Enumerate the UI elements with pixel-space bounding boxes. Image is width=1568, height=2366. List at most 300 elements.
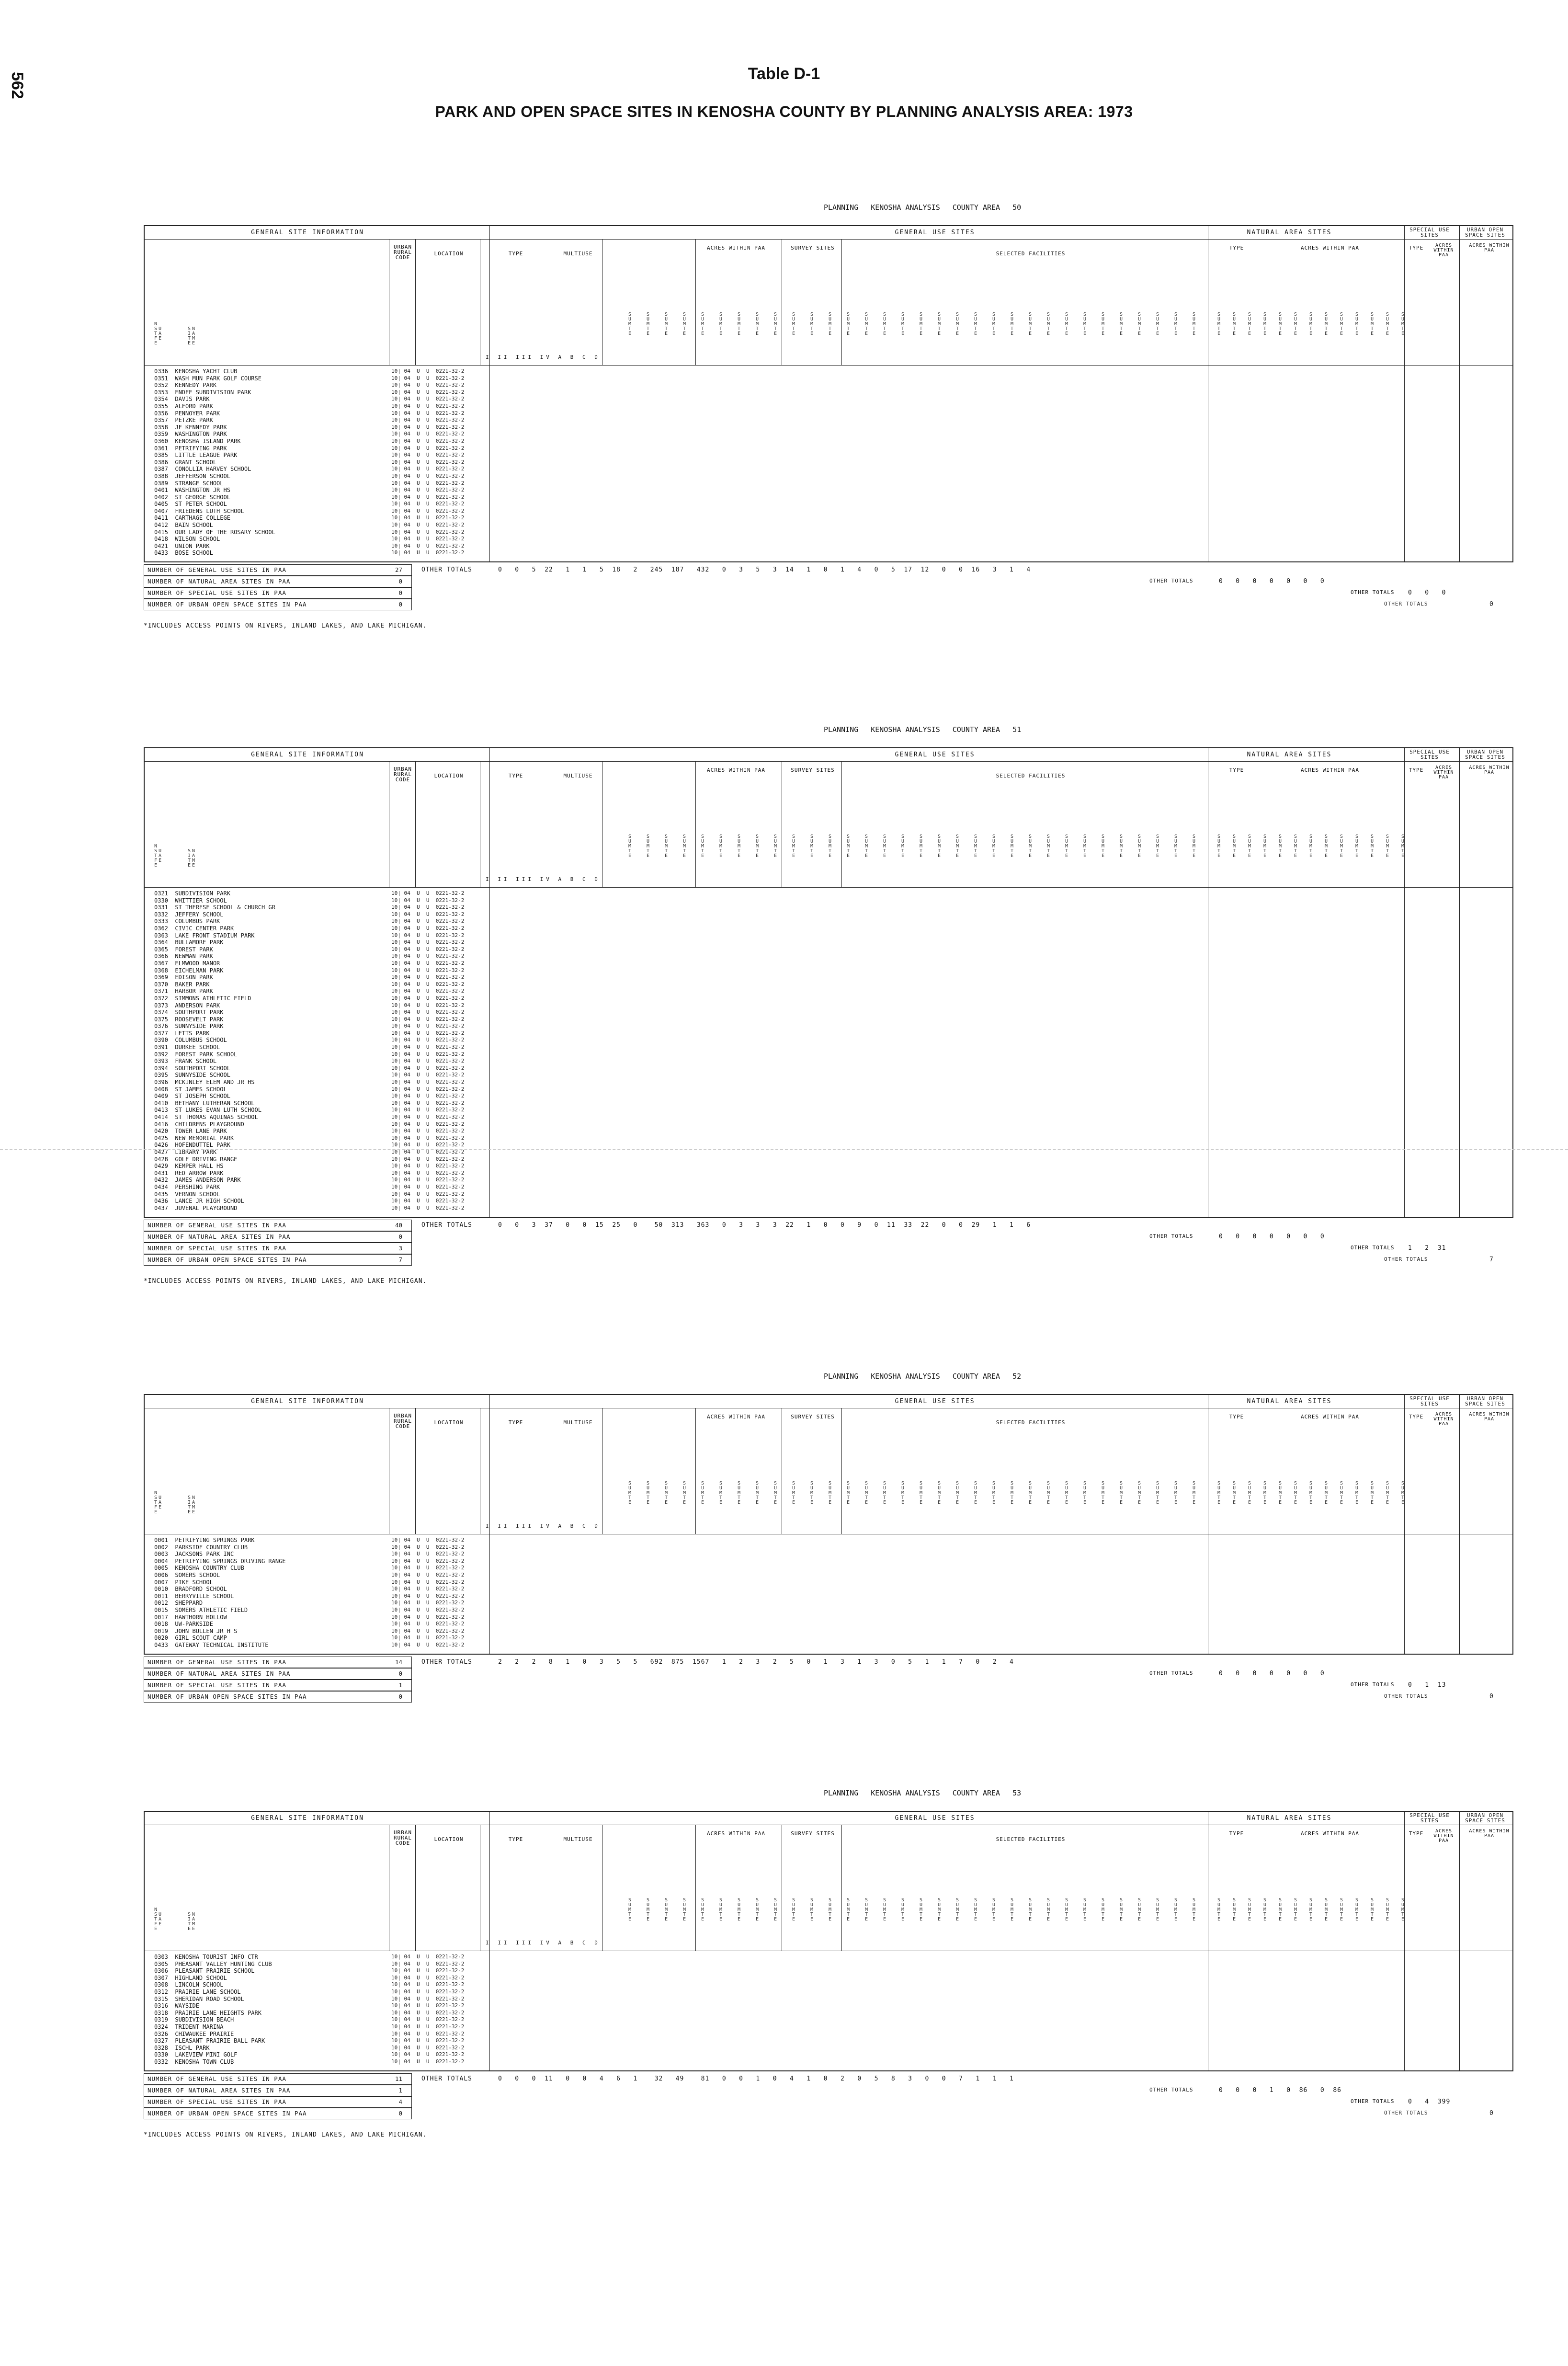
multiuse-header: MULTIUSE — [563, 773, 593, 779]
location-codes: 10| 04 U U 0221-32-2 10| 04 U U 0221-32-2 10| 04 U U 0221-32-2 10| 04 U U 0221-32-2 10| 04 U U 0221-32-2 10| 04 U U 0221-32-2 10| 04 U U 0221-32-2 10| 04 U U 0221-32-2 10| 04 U U 0221-32-2 10| 04 U U 0221-32-2 10| 04 U U 0221-32-2 10| 04 U U 0221-32-2 10| 04 U U 0221-32-2 10| 04 U U 0221-32-2 10| 04 U U 0221-32-2 10| 04 U U 0221-32-2 — [391, 1537, 465, 1648]
location-header: LOCATION — [434, 251, 464, 257]
column-code-label: S U M T E — [1355, 834, 1360, 858]
type-roman-numerals: I II III IV A B C D — [486, 876, 601, 882]
table-row: 0367 ELMWOOD MANOR — [154, 960, 220, 967]
special-totals-label: OTHER TOTALS — [1351, 2098, 1395, 2104]
column-code-label: S U M T E — [647, 312, 651, 336]
urban-rural-code-header: URBAN RURAL CODE — [393, 766, 412, 783]
table-row: 0387 CONOLLIA HARVEY SCHOOL — [154, 466, 251, 473]
special-acres-header: ACRES WITHIN PAA — [1433, 1412, 1454, 1427]
column-code-label: S U M T E — [920, 834, 924, 858]
general-totals: 2 2 2 8 1 0 3 5 5 692 875 1567 1 2 3 2 5 0 1 3 1 3 0 5 1 1 7 0 2 4 — [498, 1658, 1014, 1666]
subcolumn-divider — [415, 1408, 416, 1534]
column-code-label: S U M T E — [738, 834, 742, 858]
column-code-label: S U M T E — [1309, 834, 1314, 858]
table-row: 0377 LETTS PARK — [154, 1029, 210, 1037]
column-code-label: S U M T E — [1138, 1897, 1143, 1922]
column-code-label: S U M T E — [992, 312, 997, 336]
table-row: 0303 KENOSHA TOURIST INFO CTR — [154, 1954, 258, 1960]
count-value: 3 — [398, 1245, 402, 1252]
column-code-label: S U M T E — [1248, 1897, 1253, 1922]
column-code-label: S U M T E — [920, 1481, 924, 1505]
column-code-label: S U M T E — [1401, 312, 1406, 336]
subcolumn-divider — [841, 240, 842, 365]
survey-sites-header: SURVEY SITES — [791, 767, 835, 773]
table-frame — [144, 1394, 1513, 1655]
column-code-label: S U M T E — [647, 1897, 651, 1922]
table-row: 0368 EICHELMAN PARK — [154, 967, 224, 974]
urban-acres-header: ACRES WITHIN PAA — [1469, 765, 1510, 775]
paa-header-part: PLANNING — [824, 203, 859, 212]
column-code-label: S U M T E — [1029, 1897, 1034, 1922]
column-code-label: S U M T E — [1294, 1897, 1299, 1922]
general-totals: 0 0 3 37 0 0 15 25 0 50 313 363 0 3 3 3 22 1 0 0 9 0 11 33 22 0 0 29 1 1 6 — [498, 1222, 1031, 1229]
count-value: 7 — [398, 1256, 402, 1263]
column-code-label: S U M T E — [956, 1481, 961, 1505]
column-code-label: S U M T E — [1309, 312, 1314, 336]
type-roman-numerals: I II III IV A B C D — [486, 354, 601, 360]
column-code-label: S U M T E — [1355, 1897, 1360, 1922]
column-code-label: S U M T E — [1263, 1481, 1268, 1505]
column-code-label: S U M T E — [1011, 1481, 1015, 1505]
natural-acres-header: ACRES WITHIN PAA — [1301, 245, 1359, 251]
paa-header — [824, 204, 1034, 211]
column-code-label: S U M T E — [1156, 1897, 1161, 1922]
other-totals-label: OTHER TOTALS — [421, 566, 472, 573]
column-code-label: S U M T E — [1263, 834, 1268, 858]
column-code-label: S U M T E — [883, 1481, 888, 1505]
count-value: 0 — [398, 2110, 402, 2117]
column-divider — [1459, 1395, 1460, 1654]
column-code-label: S U M T E — [756, 1481, 761, 1505]
group-general-use: GENERAL USE SITES — [895, 1815, 975, 1822]
table-frame — [144, 747, 1513, 1218]
table-row: 0307 HIGHLAND SCHOOL — [154, 1974, 227, 1981]
column-code-label: N SU TA FE E — [154, 321, 163, 346]
count-row — [144, 1691, 1513, 1703]
column-code-label: S U M T E — [665, 1897, 670, 1922]
column-code-label: S U M T E — [1011, 1897, 1015, 1922]
column-code-label: S U M T E — [1047, 1481, 1052, 1505]
table-row: 0312 PRAIRIE LANE SCHOOL — [154, 1988, 241, 1995]
table-row: 0408 ST JAMES SCHOOL — [154, 1086, 227, 1093]
column-divider — [489, 226, 490, 561]
table-row: 0321 SUBDIVISION PARK — [154, 890, 230, 897]
table-row: 0353 ENDEE SUBDIVISION PARK — [154, 389, 251, 396]
count-label: NUMBER OF NATURAL AREA SITES IN PAA — [148, 2087, 291, 2094]
table-row: 0409 ST JOSEPH SCHOOL — [154, 1093, 230, 1100]
column-code-label: S U M T E — [938, 1897, 943, 1922]
column-code-label: S U M T E — [901, 834, 906, 858]
table-row: 0391 DURKEE SCHOOL — [154, 1044, 220, 1051]
special-type-header: TYPE — [1409, 1414, 1424, 1420]
table-row: 0416 CHILDRENS PLAYGROUND — [154, 1120, 244, 1128]
other-totals-label: OTHER TOTALS — [421, 2075, 472, 2082]
column-code-label: SN IA TM EE — [188, 1495, 197, 1515]
group-general-use: GENERAL USE SITES — [895, 751, 975, 758]
special-type-header: TYPE — [1409, 1830, 1424, 1837]
multiuse-header: MULTIUSE — [563, 1419, 593, 1426]
count-label: NUMBER OF SPECIAL USE SITES IN PAA — [148, 1245, 286, 1252]
table-row: 0407 FRIEDENS LUTH SCHOOL — [154, 507, 244, 514]
column-code-label: S U M T E — [792, 312, 797, 336]
column-code-label: S U M T E — [810, 834, 815, 858]
column-code-label: S U M T E — [1309, 1897, 1314, 1922]
column-code-label: S U M T E — [1011, 312, 1015, 336]
column-code-label: S U M T E — [1029, 834, 1034, 858]
column-code-label: S U M T E — [992, 1481, 997, 1505]
special-totals-label: OTHER TOTALS — [1351, 589, 1395, 595]
survey-sites-header: SURVEY SITES — [791, 245, 835, 251]
count-row — [144, 1254, 1513, 1266]
special-type-header: TYPE — [1409, 767, 1424, 773]
location-codes: 10| 04 U U 0221-32-2 10| 04 U U 0221-32-2 10| 04 U U 0221-32-2 10| 04 U U 0221-32-2 10| 04 U U 0221-32-2 10| 04 U U 0221-32-2 10| 04 U U 0221-32-2 10| 04 U U 0221-32-2 10| 04 U U 0221-32-2 10| 04 U U 0221-32-2 10| 04 U U 0221-32-2 10| 04 U U 0221-32-2 10| 04 U U 0221-32-2 10| 04 U U 0221-32-2 10| 04 U U 0221-32-2 10| 04 U U 0221-32-2 10| 04 U U 0221-32-2 10| 04 U U 0221-32-2 10| 04 U U 0221-32-2 10| 04 U U 0221-32-2 10| 04 U U 0221-32-2 10| 04 U U 0221-32-2 10| 04 U U 0221-32-2 10| 04 U U 0221-32-2 10| 04 U U 0221-32-2 10| 04 U U 0221-32-2 10| 04 U U 0221-32-2 — [391, 368, 465, 556]
table-row: 0361 PETRIFYING PARK — [154, 445, 227, 452]
column-code-label: SN IA TM EE — [188, 848, 197, 868]
group-general-site-info: GENERAL SITE INFORMATION — [251, 229, 364, 236]
column-code-label: S U M T E — [829, 1897, 833, 1922]
paa-header — [824, 726, 1034, 733]
table-row: 0427 LIBRARY PARK — [154, 1148, 217, 1155]
count-value: 11 — [395, 2075, 402, 2082]
location-codes: 10| 04 U U 0221-32-2 10| 04 U U 0221-32-2 10| 04 U U 0221-32-2 10| 04 U U 0221-32-2 10| 04 U U 0221-32-2 10| 04 U U 0221-32-2 10| 04 U U 0221-32-2 10| 04 U U 0221-32-2 10| 04 U U 0221-32-2 10| 04 U U 0221-32-2 10| 04 U U 0221-32-2 10| 04 U U 0221-32-2 10| 04 U U 0221-32-2 10| 04 U U 0221-32-2 10| 04 U U 0221-32-2 10| 04 U U 0221-32-2 10| 04 U U 0221-32-2 10| 04 U U 0221-32-2 10| 04 U U 0221-32-2 10| 04 U U 0221-32-2 10| 04 U U 0221-32-2 10| 04 U U 0221-32-2 10| 04 U U 0221-32-2 10| 04 U U 0221-32-2 10| 04 U U 0221-32-2 10| 04 U U 0221-32-2 10| 04 U U 0221-32-2 10| 04 U U 0221-32-2 10| 04 U U 0221-32-2 10| 04 U U 0221-32-2 10| 04 U U 0221-32-2 10| 04 U U 0221-32-2 10| 04 U U 0221-32-2 10| 04 U U 0221-32-2 10| 04 U U 0221-32-2 10| 04 U U 0221-32-2 10| 04 U U 0221-32-2 10| 04 U U 0221-32-2 10| 04 U U 0221-32-2 10| 04 U U 0221-32-2 10| 04 U U 0221-32-2 10| 04 U U 0221-32-2 10| 04 U U 0221-32-2 10| 04 U U 0221-32-2 10| 04 U U 0221-32-2 10| 04 U U 0221-32-2 — [391, 890, 465, 1211]
natural-totals: 0 0 0 0 0 0 0 — [1219, 578, 1325, 585]
natural-totals-label: OTHER TOTALS — [1149, 1670, 1193, 1676]
table-row: 0405 ST PETER SCHOOL — [154, 501, 227, 508]
column-code-label: S U M T E — [1120, 1897, 1125, 1922]
selected-facilities-header: SELECTED FACILITIES — [996, 1836, 1066, 1842]
page-title: PARK AND OPEN SPACE SITES IN KENOSHA COUNTY BY PLANNING ANALYSIS AREA: 1973 — [435, 103, 1133, 120]
column-code-label: S U M T E — [920, 312, 924, 336]
column-code-label: S U M T E — [1083, 1897, 1088, 1922]
location-codes: 10| 04 U U 0221-32-2 10| 04 U U 0221-32-2 10| 04 U U 0221-32-2 10| 04 U U 0221-32-2 10| 04 U U 0221-32-2 10| 04 U U 0221-32-2 10| 04 U U 0221-32-2 10| 04 U U 0221-32-2 10| 04 U U 0221-32-2 10| 04 U U 0221-32-2 10| 04 U U 0221-32-2 10| 04 U U 0221-32-2 10| 04 U U 0221-32-2 10| 04 U U 0221-32-2 10| 04 U U 0221-32-2 10| 04 U U 0221-32-2 — [391, 1954, 465, 2065]
column-code-label: S U M T E — [1174, 1897, 1179, 1922]
urban-totals: 0 — [1489, 601, 1494, 608]
group-general-use: GENERAL USE SITES — [895, 229, 975, 236]
urban-totals: 0 — [1489, 2110, 1494, 2117]
table-row: 0332 KENOSHA TOWN CLUB — [154, 2058, 234, 2065]
acres-within-paa-header: ACRES WITHIN PAA — [707, 1830, 765, 1837]
column-code-label: S U M T E — [792, 1481, 797, 1505]
group-natural-area: NATURAL AREA SITES — [1247, 1815, 1332, 1822]
paa-header-part: PLANNING — [824, 1372, 859, 1381]
count-value: 0 — [398, 1670, 402, 1677]
subcolumn-divider — [415, 1825, 416, 1951]
paa-header-part: 51 — [1012, 725, 1022, 734]
table-row: 0370 BAKER PARK — [154, 981, 210, 988]
subcolumn-divider — [841, 1408, 842, 1534]
column-code-label: S U M T E — [1233, 834, 1238, 858]
table-row: 0410 BETHANY LUTHERAN SCHOOL — [154, 1099, 255, 1107]
table-row: 0394 SOUTHPORT SCHOOL — [154, 1064, 230, 1072]
column-code-label: S U M T E — [847, 312, 852, 336]
count-value: 27 — [395, 566, 402, 573]
column-code-label: S U M T E — [774, 834, 779, 858]
count-value: 40 — [395, 1222, 402, 1229]
count-label: NUMBER OF URBAN OPEN SPACE SITES IN PAA — [148, 2110, 307, 2117]
column-code-label: N SU TA FE E — [154, 844, 163, 868]
table-row: 0007 PIKE SCHOOL — [154, 1578, 213, 1586]
table-row: 0375 ROOSEVELT PARK — [154, 1016, 224, 1023]
natural-totals: 0 0 0 0 0 0 0 — [1219, 1233, 1325, 1240]
group-special-use: SPECIAL USE SITES — [1409, 749, 1450, 760]
column-code-label: S U M T E — [1193, 312, 1197, 336]
table-row: 0331 ST THERESE SCHOOL & CHURCH GR — [154, 904, 275, 911]
urban-rural-code-header: URBAN RURAL CODE — [393, 1829, 412, 1846]
group-natural-area: NATURAL AREA SITES — [1247, 229, 1332, 236]
acres-within-paa-header: ACRES WITHIN PAA — [707, 1414, 765, 1420]
subcolumn-divider — [841, 762, 842, 887]
column-code-label: S U M T E — [1120, 834, 1125, 858]
other-totals-label: OTHER TOTALS — [421, 1658, 472, 1666]
count-value: 0 — [398, 1693, 402, 1700]
table-row: 0376 SUNNYSIDE PARK — [154, 1023, 224, 1030]
table-row: 0326 CHIWAUKEE PRAIRIE — [154, 2030, 234, 2037]
table-row: 0319 SUBDIVISION BEACH — [154, 2016, 234, 2023]
column-divider — [1459, 226, 1460, 561]
table-row: 0352 KENNEDY PARK — [154, 382, 217, 389]
table-row: 0351 WASH MUN PARK GOLF COURSE — [154, 375, 261, 382]
column-code-label: S U M T E — [1294, 834, 1299, 858]
table-row: 0328 ISCHL PARK — [154, 2044, 210, 2051]
natural-totals: 0 0 0 1 0 86 0 86 — [1219, 2087, 1341, 2094]
column-divider — [1404, 748, 1405, 1217]
column-code-label: S U M T E — [1340, 312, 1345, 336]
column-code-label: S U M T E — [956, 312, 961, 336]
column-code-label: S U M T E — [938, 312, 943, 336]
column-code-label: S U M T E — [1083, 312, 1088, 336]
column-code-label: S U M T E — [1325, 1897, 1329, 1922]
page-number: 562 — [8, 72, 26, 99]
column-code-label: S U M T E — [1248, 834, 1253, 858]
column-code-label: S U M T E — [774, 1897, 779, 1922]
footnote: *INCLUDES ACCESS POINTS ON RIVERS, INLAND LAKES, AND LAKE MICHIGAN. — [144, 1278, 427, 1285]
column-code-label: S U M T E — [1120, 312, 1125, 336]
location-header: LOCATION — [434, 773, 464, 779]
table-row: 0354 DAVIS PARK — [154, 396, 210, 403]
column-code-label: S U M T E — [1233, 1481, 1238, 1505]
column-code-label: S U M T E — [847, 1481, 852, 1505]
table-row: 0434 PERSHING PARK — [154, 1183, 220, 1190]
special-acres-header: ACRES WITHIN PAA — [1433, 765, 1454, 780]
table-row: 0421 UNION PARK — [154, 542, 210, 549]
column-code-label: S U M T E — [1193, 834, 1197, 858]
table-row: 0001 PETRIFYING SPRINGS PARK — [154, 1537, 255, 1543]
column-code-label: S U M T E — [647, 1481, 651, 1505]
column-code-label: S U M T E — [829, 834, 833, 858]
survey-sites-header: SURVEY SITES — [791, 1414, 835, 1420]
count-row — [144, 2108, 1513, 2119]
table-row: 0308 LINCOLN SCHOOL — [154, 1981, 224, 1989]
table-row: 0318 PRAIRIE LANE HEIGHTS PARK — [154, 2009, 261, 2016]
column-code-label: S U M T E — [1156, 834, 1161, 858]
table-row: 0369 EDISON PARK — [154, 974, 213, 981]
group-special-use: SPECIAL USE SITES — [1409, 1395, 1450, 1407]
column-code-label: S U M T E — [1233, 312, 1238, 336]
column-code-label: S U M T E — [628, 1897, 633, 1922]
paa-header-part: 52 — [1012, 1372, 1022, 1381]
selected-facilities-header: SELECTED FACILITIES — [996, 1419, 1066, 1426]
column-code-label: S U M T E — [1340, 834, 1345, 858]
column-code-label: S U M T E — [1309, 1481, 1314, 1505]
table-row: 0004 PETRIFYING SPRINGS DRIVING RANGE — [154, 1557, 286, 1565]
column-code-label: S U M T E — [847, 1897, 852, 1922]
column-code-label: S U M T E — [1325, 834, 1329, 858]
count-row — [144, 1243, 1513, 1254]
column-code-label: S U M T E — [647, 834, 651, 858]
subcolumn-divider — [695, 240, 696, 365]
table-row: 0316 WAYSIDE — [154, 2002, 199, 2010]
urban-acres-header: ACRES WITHIN PAA — [1469, 243, 1510, 253]
table-row: 0333 COLUMBUS PARK — [154, 918, 220, 925]
column-code-label: S U M T E — [1047, 834, 1052, 858]
special-totals: 1 2 31 — [1408, 1245, 1446, 1252]
count-row — [144, 2096, 1513, 2108]
table-row: 0425 NEW MEMORIAL PARK — [154, 1134, 234, 1142]
table-row: 0360 KENOSHA ISLAND PARK — [154, 437, 241, 445]
table-row: 0355 ALFORD PARK — [154, 402, 213, 410]
column-code-label: S U M T E — [738, 1897, 742, 1922]
column-code-label: N SU TA FE E — [154, 1907, 163, 1932]
column-code-label: S U M T E — [829, 1481, 833, 1505]
column-code-label: S U M T E — [719, 312, 724, 336]
table-row: 0324 TRIDENT MARINA — [154, 2023, 224, 2030]
natural-totals-label: OTHER TOTALS — [1149, 2087, 1193, 2093]
table-row: 0433 GATEWAY TECHNICAL INSTITUTE — [154, 1641, 269, 1648]
site-list — [154, 1537, 286, 1649]
column-code-label: S U M T E — [1102, 1481, 1106, 1505]
column-code-label: S U M T E — [1217, 1897, 1222, 1922]
group-general-use: GENERAL USE SITES — [895, 1398, 975, 1405]
table-row: 0396 MCKINLEY ELEM AND JR HS — [154, 1079, 255, 1086]
natural-totals: 0 0 0 0 0 0 0 — [1219, 1670, 1325, 1677]
count-label: NUMBER OF SPECIAL USE SITES IN PAA — [148, 2098, 286, 2105]
column-code-label: S U M T E — [829, 312, 833, 336]
table-row: 0433 BOSE SCHOOL — [154, 549, 213, 557]
column-code-label: S U M T E — [810, 1481, 815, 1505]
column-code-label: S U M T E — [1138, 1481, 1143, 1505]
column-code-label: S U M T E — [719, 1897, 724, 1922]
table-row: 0006 SOMERS SCHOOL — [154, 1571, 220, 1578]
column-code-label: S U M T E — [1065, 312, 1070, 336]
site-list — [154, 1954, 272, 2066]
table-row: 0429 KEMPER HALL HS — [154, 1163, 224, 1170]
column-code-label: S U M T E — [701, 1897, 706, 1922]
natural-totals-label: OTHER TOTALS — [1149, 1233, 1193, 1239]
column-code-label: S U M T E — [1279, 1897, 1284, 1922]
special-totals: 0 0 0 — [1408, 589, 1446, 596]
urban-totals-label: OTHER TOTALS — [1384, 2110, 1428, 2116]
count-row — [144, 587, 1513, 599]
column-code-label: S U M T E — [1193, 1897, 1197, 1922]
table-row: 0372 SIMMONS ATHLETIC FIELD — [154, 994, 251, 1002]
column-code-label: S U M T E — [683, 312, 688, 336]
urban-totals-label: OTHER TOTALS — [1384, 1256, 1428, 1262]
count-label: NUMBER OF SPECIAL USE SITES IN PAA — [148, 1681, 286, 1689]
location-header: LOCATION — [434, 1836, 464, 1842]
column-code-label: S U M T E — [756, 312, 761, 336]
count-row — [144, 599, 1513, 610]
column-code-label: S U M T E — [683, 1897, 688, 1922]
table-row: 0019 JOHN BULLEN JR H S — [154, 1627, 238, 1634]
column-code-label: S U M T E — [1355, 312, 1360, 336]
table-frame — [144, 225, 1513, 562]
paa-header-part: PLANNING — [824, 1789, 859, 1797]
column-code-label: S U M T E — [974, 1481, 979, 1505]
column-code-label: S U M T E — [956, 834, 961, 858]
column-code-label: S U M T E — [865, 834, 870, 858]
column-divider — [1404, 226, 1405, 561]
column-divider — [1459, 748, 1460, 1217]
count-row — [144, 1680, 1513, 1691]
column-code-label: S U M T E — [1340, 1897, 1345, 1922]
count-value: 1 — [398, 2087, 402, 2094]
column-code-label: S U M T E — [883, 834, 888, 858]
column-code-label: S U M T E — [1065, 834, 1070, 858]
subcolumn-divider — [695, 1825, 696, 1951]
column-code-label: S U M T E — [1325, 1481, 1329, 1505]
table-row: 0364 BULLAMORE PARK — [154, 939, 224, 946]
column-code-label: S U M T E — [701, 1481, 706, 1505]
column-code-label: SN IA TM EE — [188, 326, 197, 346]
special-totals-label: OTHER TOTALS — [1351, 1681, 1395, 1688]
column-code-label: S U M T E — [792, 834, 797, 858]
column-code-label: S U M T E — [1217, 312, 1222, 336]
column-code-label: S U M T E — [847, 834, 852, 858]
column-code-label: S U M T E — [974, 312, 979, 336]
column-code-label: S U M T E — [738, 312, 742, 336]
column-code-label: S U M T E — [1065, 1481, 1070, 1505]
paa-header — [824, 1373, 1034, 1380]
column-code-label: S U M T E — [792, 1897, 797, 1922]
paa-header-part: COUNTY AREA — [952, 1372, 1000, 1381]
table-row: 0418 WILSON SCHOOL — [154, 536, 220, 543]
column-code-label: S U M T E — [901, 1897, 906, 1922]
column-code-label: S U M T E — [1174, 834, 1179, 858]
column-code-label: S U M T E — [719, 1481, 724, 1505]
column-code-label: S U M T E — [1102, 312, 1106, 336]
table-row: 0003 JACKSONS PARK INC — [154, 1551, 234, 1558]
site-list — [154, 368, 275, 557]
special-totals-label: OTHER TOTALS — [1351, 1245, 1395, 1251]
urban-totals: 7 — [1489, 1256, 1494, 1263]
subcolumn-divider — [695, 1408, 696, 1534]
table-row: 0371 HARBOR PARK — [154, 988, 213, 995]
column-code-label: S U M T E — [1217, 1481, 1222, 1505]
table-row: 0011 BERRYVILLE SCHOOL — [154, 1592, 234, 1600]
column-code-label: S U M T E — [1156, 1481, 1161, 1505]
count-label: NUMBER OF URBAN OPEN SPACE SITES IN PAA — [148, 1256, 307, 1263]
urban-acres-header: ACRES WITHIN PAA — [1469, 1829, 1510, 1839]
special-acres-header: ACRES WITHIN PAA — [1433, 1829, 1454, 1843]
column-divider — [1459, 1812, 1460, 2070]
column-code-label: S U M T E — [1294, 312, 1299, 336]
column-code-label: S U M T E — [665, 1481, 670, 1505]
multiuse-header: MULTIUSE — [563, 251, 593, 257]
column-code-label: S U M T E — [901, 1481, 906, 1505]
other-totals-label: OTHER TOTALS — [421, 1222, 472, 1229]
general-totals: 0 0 0 11 0 0 4 6 1 32 49 81 0 0 1 0 4 1 0 2 0 5 8 3 0 0 7 1 1 1 — [498, 2075, 1014, 2082]
column-code-label: S U M T E — [1279, 834, 1284, 858]
column-code-label: S U M T E — [738, 1481, 742, 1505]
column-code-label: S U M T E — [1371, 1897, 1375, 1922]
column-code-label: S U M T E — [992, 1897, 997, 1922]
urban-rural-code-header: URBAN RURAL CODE — [393, 1413, 412, 1429]
column-code-label: S U M T E — [701, 312, 706, 336]
table-row: 0020 GIRL SCOUT CAMP — [154, 1634, 227, 1642]
column-code-label: S U M T E — [901, 312, 906, 336]
natural-type-header: TYPE — [1229, 1830, 1244, 1837]
